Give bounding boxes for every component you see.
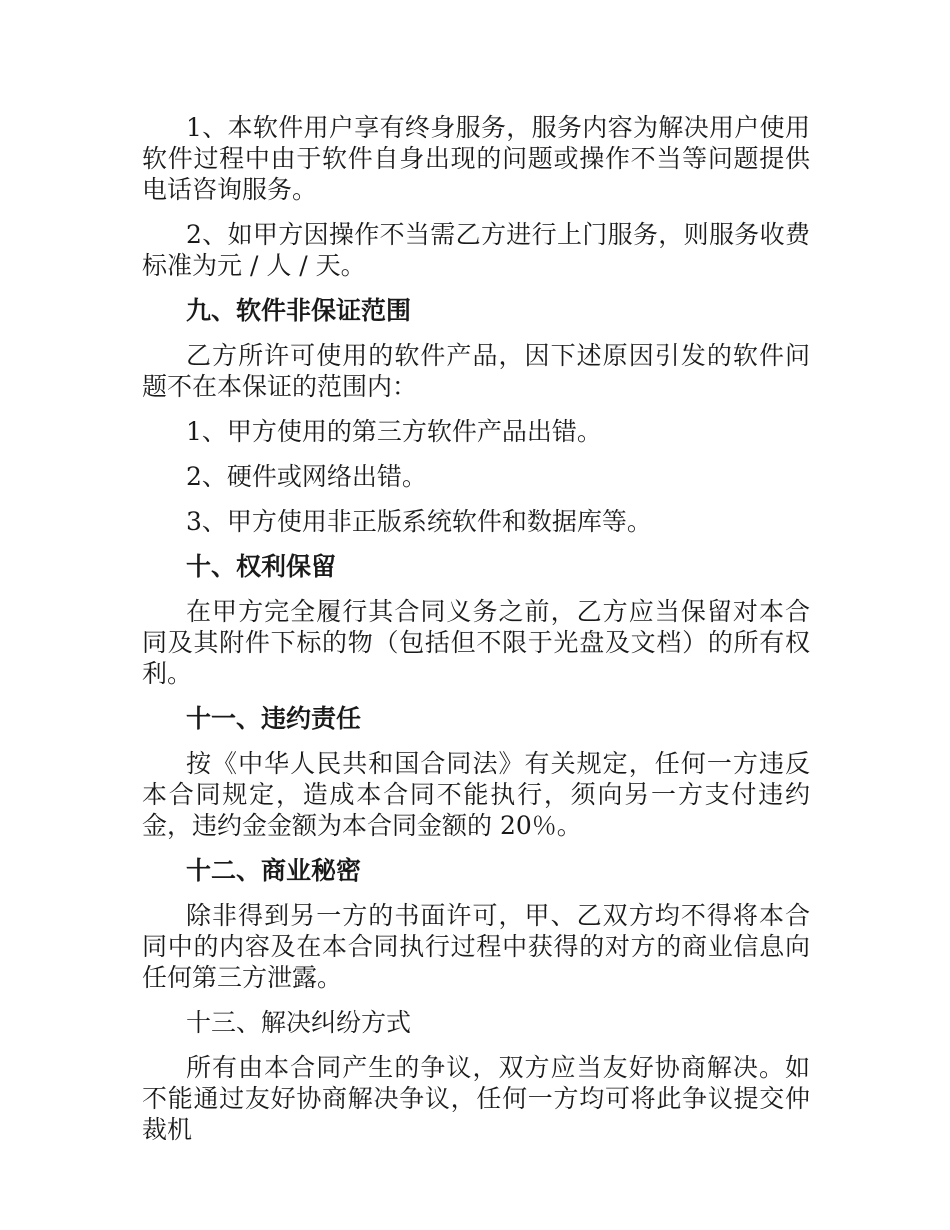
exclusion-item-2: 2、硬件或网络出错。: [186, 462, 427, 491]
section-heading-13: 十三、解决纠纷方式: [186, 1008, 412, 1037]
section-heading-12: 十二、商业秘密: [186, 856, 362, 885]
exclusion-item-1: 1、甲方使用的第三方软件产品出错。: [186, 417, 602, 446]
warranty-exclusion-intro: 乙方所许可使用的软件产品，因下述原因引发的软件问题不在本保证的范围内：: [142, 341, 810, 401]
section-heading-9: 九、软件非保证范围: [186, 296, 412, 325]
service-clause-2: 2、如甲方因操作不当需乙方进行上门服务，则服务收费标准为元 / 人 / 天。: [142, 220, 810, 280]
document-page: [142, 112, 810, 1159]
exclusion-item-3: 3、甲方使用非正版系统软件和数据库等。: [186, 507, 652, 536]
section-heading-10: 十、权利保留: [186, 552, 337, 581]
breach-liability-text: 按《中华人民共和国合同法》有关规定，任何一方违反本合同规定，造成本合同不能执行，须向另一方支付违约金，违约金金额为本合同金额的 20％。: [142, 749, 810, 840]
dispute-resolution-text: 所有由本合同产生的争议，双方应当友好协商解决。如不能通过友好协商解决争议，任何一方均可将此争议提交仲裁机: [142, 1053, 810, 1144]
service-clause-1: 1、本软件用户享有终身服务，服务内容为解决用户使用软件过程中由于软件自身出现的问题或操作不当等问题提供电话咨询服务。: [142, 113, 810, 204]
trade-secret-text: 除非得到另一方的书面许可，甲、乙双方均不得将本合同中的内容及在本合同执行过程中获得的对方的商业信息向任何第三方泄露。: [142, 901, 810, 992]
rights-reservation-text: 在甲方完全履行其合同义务之前，乙方应当保留对本合同及其附件下标的物（包括但不限于光盘及文档）的所有权利。: [142, 597, 810, 688]
section-heading-11: 十一、违约责任: [186, 704, 362, 733]
